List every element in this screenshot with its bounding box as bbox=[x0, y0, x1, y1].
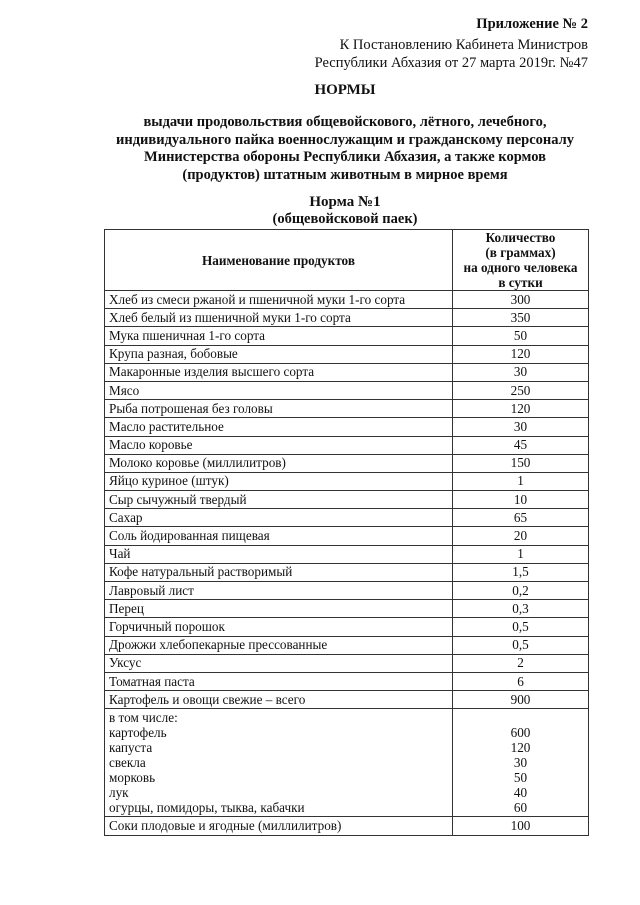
breakdown-names bbox=[105, 709, 453, 817]
product-name: Масло коровье bbox=[105, 436, 453, 454]
product-name: Хлеб белый из пшеничной муки 1-го сорта bbox=[105, 309, 453, 327]
breakdown-qtys bbox=[453, 709, 589, 817]
product-qty: 50 bbox=[453, 327, 589, 345]
norm-subtitle: (общевойсковой паек) bbox=[272, 211, 418, 227]
product-name: Молоко коровье (миллилитров) bbox=[105, 454, 453, 472]
table-row bbox=[105, 454, 589, 472]
product-qty: 20 bbox=[453, 527, 589, 545]
table-row bbox=[105, 563, 589, 581]
product-qty: 0,2 bbox=[453, 582, 589, 600]
header-qty bbox=[453, 230, 589, 291]
breakdown-item-qty: 50 bbox=[513, 770, 528, 786]
breakdown-item-name: капуста bbox=[109, 740, 153, 756]
product-name: Крупа разная, бобовые bbox=[105, 345, 453, 363]
product-qty: 10 bbox=[453, 491, 589, 509]
product-qty: 6 bbox=[453, 672, 589, 690]
breakdown-label: в том числе: bbox=[109, 710, 178, 726]
table-row bbox=[105, 345, 589, 363]
decree-line-2: Республики Абхазия от 27 марта 2019г. №47 bbox=[314, 55, 588, 71]
page-subtitle bbox=[95, 114, 595, 184]
table-row bbox=[105, 654, 589, 672]
product-qty: 250 bbox=[453, 381, 589, 399]
subtitle-line: Министерства обороны Республики Абхазия, а также кормов bbox=[144, 149, 546, 165]
product-qty: 0,5 bbox=[453, 618, 589, 636]
product-name: Чай bbox=[105, 545, 453, 563]
product-qty: 100 bbox=[453, 817, 589, 835]
product-name: Сыр сычужный твердый bbox=[105, 491, 453, 509]
norm-title: Норма №1 bbox=[309, 194, 381, 210]
breakdown-item-name: огурцы, помидоры, тыква, кабачки bbox=[109, 800, 305, 816]
table-row bbox=[105, 582, 589, 600]
product-qty: 2 bbox=[453, 654, 589, 672]
product-qty: 0,5 bbox=[453, 636, 589, 654]
table-row bbox=[105, 363, 589, 381]
breakdown-item-name: свекла bbox=[109, 755, 146, 771]
table-row bbox=[105, 291, 589, 309]
product-qty: 30 bbox=[453, 418, 589, 436]
product-qty: 30 bbox=[453, 363, 589, 381]
table-row bbox=[105, 545, 589, 563]
breakdown-item-qty: 600 bbox=[510, 725, 531, 741]
header-qty-line: Количество bbox=[485, 230, 556, 245]
breakdown-item-qty: 60 bbox=[513, 800, 528, 816]
product-name: Томатная паста bbox=[105, 672, 453, 690]
table-row bbox=[105, 618, 589, 636]
product-qty: 120 bbox=[453, 400, 589, 418]
table-row bbox=[105, 327, 589, 345]
breakdown-spacer bbox=[457, 710, 584, 725]
breakdown-item-name: картофель bbox=[109, 725, 167, 741]
product-qty: 1 bbox=[453, 472, 589, 490]
product-qty: 65 bbox=[453, 509, 589, 527]
table-row bbox=[105, 491, 589, 509]
product-qty: 300 bbox=[453, 291, 589, 309]
product-name: Перец bbox=[105, 600, 453, 618]
decree-line-1: К Постановлению Кабинета Министров bbox=[339, 37, 588, 53]
table-row bbox=[105, 817, 589, 835]
breakdown-item-name: морковь bbox=[109, 770, 156, 786]
product-qty: 350 bbox=[453, 309, 589, 327]
header-name: Наименование продуктов bbox=[105, 230, 453, 291]
table-row bbox=[105, 691, 589, 709]
breakdown-item-name: лук bbox=[109, 785, 129, 801]
header-qty-line: в сутки bbox=[498, 275, 543, 290]
product-name: Соки плодовые и ягодные (миллилитров) bbox=[105, 817, 453, 835]
product-name: Картофель и овощи свежие – всего bbox=[105, 691, 453, 709]
product-name: Лавровый лист bbox=[105, 582, 453, 600]
table-row bbox=[105, 381, 589, 399]
subtitle-line: выдачи продовольствия общевойскового, лётного, лечебного, bbox=[143, 114, 547, 130]
subtitle-line: (продуктов) штатным животным в мирное время bbox=[182, 166, 508, 183]
product-qty: 0,3 bbox=[453, 600, 589, 618]
header-qty-line: (в граммах) bbox=[485, 245, 556, 260]
header-qty-line: на одного человека bbox=[463, 260, 578, 275]
product-qty: 900 bbox=[453, 691, 589, 709]
table-row bbox=[105, 418, 589, 436]
table-row bbox=[105, 636, 589, 654]
breakdown-item-qty: 30 bbox=[513, 755, 528, 771]
product-name: Масло растительное bbox=[105, 418, 453, 436]
product-name: Горчичный порошок bbox=[105, 618, 453, 636]
table-row bbox=[105, 527, 589, 545]
product-qty: 45 bbox=[453, 436, 589, 454]
product-name: Макаронные изделия высшего сорта bbox=[105, 363, 453, 381]
subtitle-line: индивидуального пайка военнослужащим и гражданскому персоналу bbox=[115, 131, 574, 148]
product-name: Хлеб из смеси ржаной и пшеничной муки 1-го сорта bbox=[105, 291, 453, 309]
product-name: Уксус bbox=[105, 654, 453, 672]
table-row-breakdown bbox=[105, 709, 589, 817]
table-row bbox=[105, 309, 589, 327]
rations-table bbox=[104, 229, 589, 836]
product-name: Кофе натуральный растворимый bbox=[105, 563, 453, 581]
appendix-label: Приложение № 2 bbox=[476, 16, 588, 32]
product-name: Рыба потрошеная без головы bbox=[105, 400, 453, 418]
product-name: Сахар bbox=[105, 509, 453, 527]
table-row bbox=[105, 472, 589, 490]
table-row bbox=[105, 400, 589, 418]
product-qty: 1,5 bbox=[453, 563, 589, 581]
table-row bbox=[105, 436, 589, 454]
table-row bbox=[105, 672, 589, 690]
product-name: Мясо bbox=[105, 381, 453, 399]
product-qty: 120 bbox=[453, 345, 589, 363]
product-qty: 150 bbox=[453, 454, 589, 472]
product-name: Дрожжи хлебопекарные прессованные bbox=[105, 636, 453, 654]
table-row bbox=[105, 509, 589, 527]
breakdown-item-qty: 120 bbox=[510, 740, 531, 756]
table-row bbox=[105, 600, 589, 618]
page-title: НОРМЫ bbox=[314, 82, 376, 98]
product-name: Яйцо куриное (штук) bbox=[105, 472, 453, 490]
table-body bbox=[105, 291, 589, 836]
product-qty: 1 bbox=[453, 545, 589, 563]
product-name: Соль йодированная пищевая bbox=[105, 527, 453, 545]
table-header-row bbox=[105, 230, 589, 291]
product-name: Мука пшеничная 1-го сорта bbox=[105, 327, 453, 345]
breakdown-item-qty: 40 bbox=[513, 785, 528, 801]
